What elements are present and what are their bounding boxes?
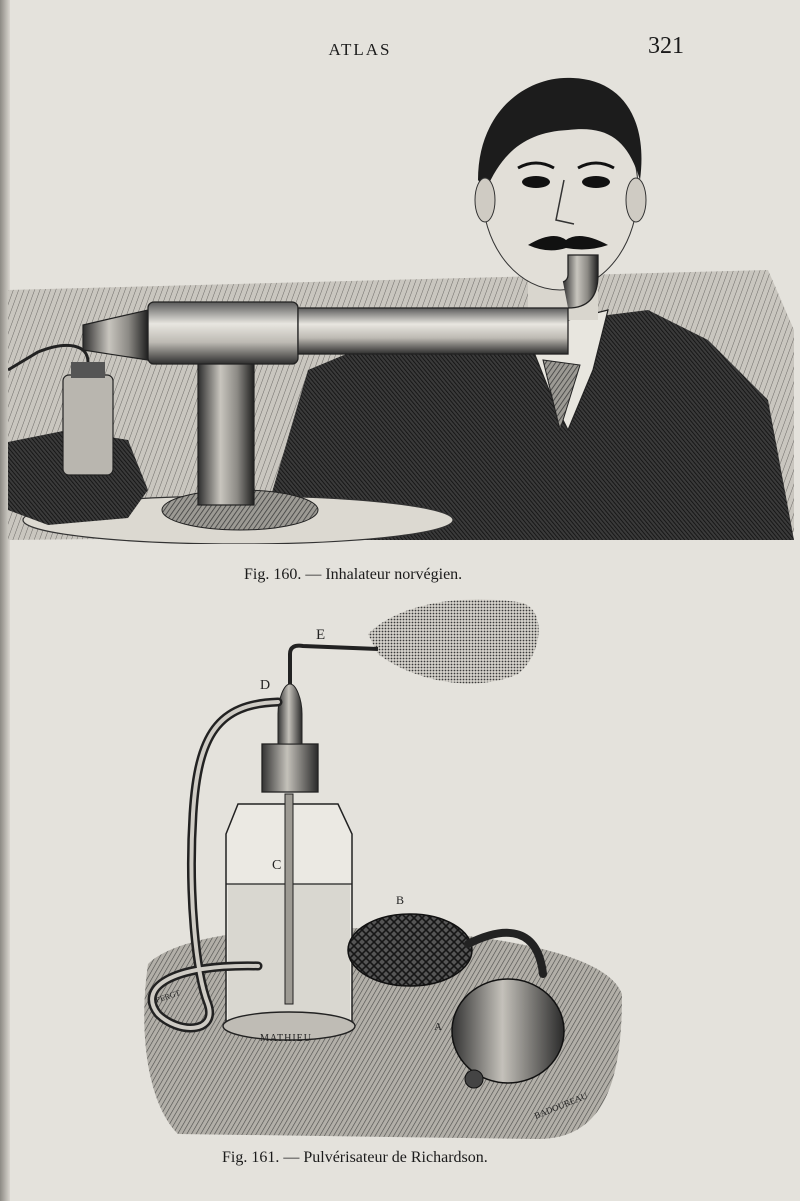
figure-160-title: Inhalateur norvégien. [325, 566, 463, 583]
label-b: B [396, 893, 405, 907]
bottle-stopper [71, 362, 105, 378]
inhaler-engraving [8, 70, 794, 544]
bottle-cap [262, 744, 318, 792]
left-ear [475, 178, 495, 222]
label-e: E [316, 627, 326, 643]
label-a: A [434, 1021, 442, 1033]
figure-160-number: Fig. 160. [244, 566, 302, 583]
figure-161-illustration [138, 594, 622, 1142]
squeeze-bulb-a [452, 979, 564, 1083]
right-ear [626, 178, 646, 222]
spray-mist [368, 599, 539, 683]
left-eye [522, 176, 550, 188]
inhaler-cylinder [148, 302, 298, 364]
figure-160-dash: — [305, 566, 322, 583]
figure-161-dash: — [283, 1149, 300, 1166]
label-d: D [260, 678, 271, 693]
stand-column [198, 345, 254, 505]
engraver-signature: BADOUREAU [532, 1090, 589, 1121]
label-c: C [272, 858, 282, 873]
right-eye [582, 176, 610, 188]
figure-161-caption [222, 1149, 488, 1167]
running-header: ATLAS [328, 40, 392, 59]
inscription-pergt: PERGT [154, 988, 182, 1005]
page-number: 321 [648, 33, 684, 59]
figure-160-caption [244, 566, 462, 584]
figure-161-title: Pulvérisateur de Richardson. [303, 1149, 488, 1166]
reservoir-bottle [63, 375, 113, 475]
sprayer-engraving [138, 594, 622, 1142]
bulb-valve [465, 1070, 483, 1088]
inscription-mathieu: MATHIEU [260, 1033, 312, 1044]
inhaler-glass-tube [298, 308, 568, 354]
inner-tube [285, 794, 293, 1004]
valve-d [278, 684, 302, 744]
nozzle-e [290, 646, 378, 684]
figure-161-number: Fig. 161. [222, 1149, 280, 1166]
net-reservoir-b [348, 914, 472, 986]
figure-160-illustration [8, 70, 794, 544]
